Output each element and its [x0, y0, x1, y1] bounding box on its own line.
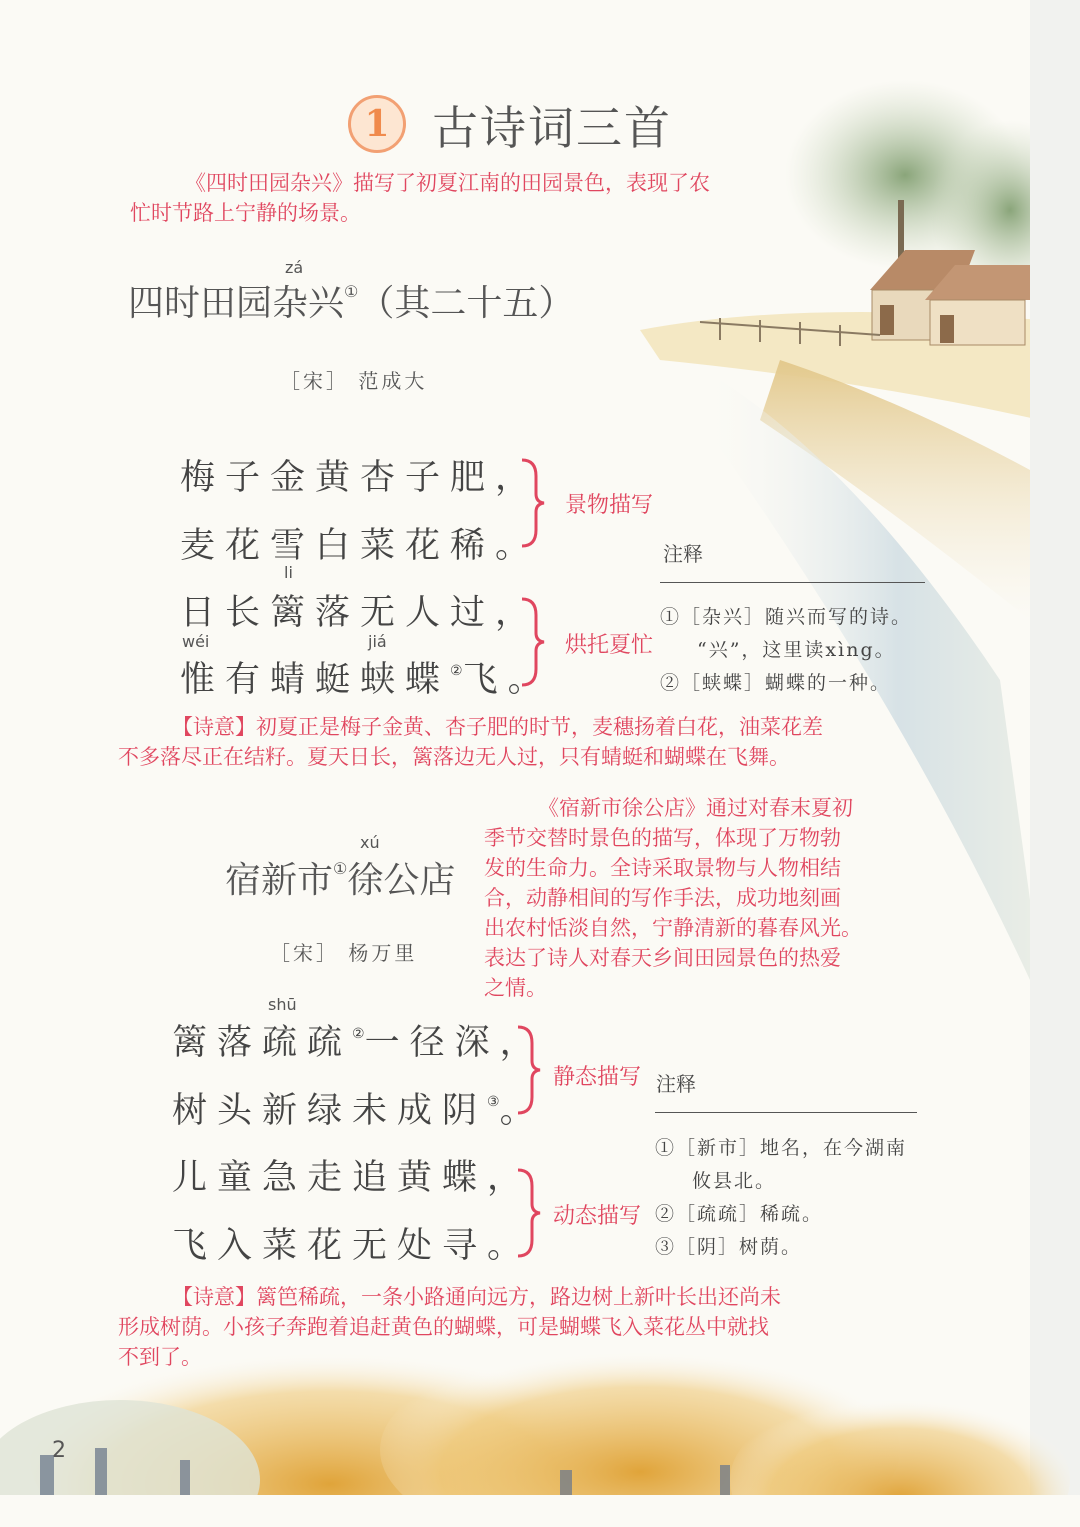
pinyin-wei: wéi: [182, 632, 210, 651]
lesson-title: 古诗词三首: [432, 101, 672, 155]
poem1-verse-2: 麦花雪白菜花稀。: [180, 526, 541, 566]
poem2-intro-line2: 季节交替时景色的描写，体现了万物勃: [484, 826, 841, 850]
poem1-intro-line1: 《四时田园杂兴》描写了初夏江南的田园景色，表现了农: [185, 171, 710, 195]
pinyin-za: zá: [285, 258, 304, 277]
poem2-verse-2: [172, 1083, 545, 1133]
poem2-note-1-line2: 攸县北。: [692, 1170, 777, 1192]
poem2-intro-line3: 发的生命力。全诗采取景物与人物相结: [484, 856, 841, 880]
brace-icon: [518, 458, 548, 548]
poem2-notes-rule: [655, 1112, 917, 1113]
poem2-intro-line6: 表达了诗人对春天乡间田园景色的热爱: [484, 946, 841, 970]
poem1-verse-3: 日长篱落无人过，: [180, 593, 541, 633]
poem1-note-2: ②［蛱蝶］蝴蝶的一种。: [660, 672, 892, 694]
poem2-verse-3: 儿童急走追黄蝶，: [172, 1158, 533, 1198]
poem2-author: ［宋］ 杨万里: [270, 941, 418, 965]
poem2-intro-line5: 出农村恬淡自然，宁静清新的暮春风光。: [484, 916, 862, 940]
poem1-label-scenery: 景物描写: [565, 493, 654, 518]
poem2-verse-1a: 篱落疏疏: [172, 1023, 353, 1063]
poem1-author: ［宋］ 范成大: [280, 369, 428, 393]
poem1-verse-4a: 惟有蜻蜓蛱蝶: [180, 660, 451, 700]
poem2-meaning-line1: 【诗意】篱笆稀疏，一条小路通向远方，路边树上新叶长出还尚未: [172, 1285, 781, 1309]
poem1-label-summer: 烘托夏忙: [565, 633, 654, 658]
poem1-note-1-line1: ①［杂兴］随兴而写的诗。: [660, 606, 913, 628]
poem1-note-1-line2: “兴”，这里读xìng。: [697, 639, 896, 661]
poem1-notes-rule: [660, 582, 925, 583]
brace-icon: [514, 1168, 544, 1258]
lesson-number-badge: 1: [348, 95, 406, 153]
poem2-verse-2a: 树头新绿未成阴: [172, 1091, 488, 1131]
poem2-label-dynamic: 动态描写: [553, 1204, 642, 1229]
poem1-verse-4-note: ②: [450, 663, 463, 679]
poem1-notes-heading: 注释: [663, 542, 703, 566]
poem2-note-3: ③［阴］树荫。: [655, 1236, 803, 1258]
poem1-verse-4: [180, 652, 553, 702]
poem2-verse-1-note: ②: [352, 1026, 365, 1042]
poem2-verse-2-note: ③: [487, 1094, 500, 1110]
poem2-note-2: ②［疏疏］稀疏。: [655, 1203, 824, 1225]
poem2-title: [225, 852, 455, 903]
poem1-meaning-line2: 不多落尽正在结籽。夏天日长，篱落边无人过，只有蜻蜓和蝴蝶在飞舞。: [118, 745, 790, 769]
poem2-intro-line7: 之情。: [484, 976, 547, 1000]
brace-icon: [514, 1025, 544, 1115]
poem2-intro-line4: 合，动静相间的写作手法，成功地刻画: [484, 886, 841, 910]
poem2-label-static: 静态描写: [553, 1065, 642, 1090]
poem1-title: [128, 275, 574, 326]
poem2-title-b: 徐公店: [347, 860, 456, 901]
poem1-title-main: 四时田园杂兴: [128, 283, 345, 324]
poem1-verse-1: 梅子金黄杏子肥，: [180, 458, 541, 498]
poem2-meaning-line3: 不到了。: [118, 1345, 202, 1369]
brace-icon: [518, 597, 548, 687]
poem2-note-1-line1: ①［新市］地名，在今湖南: [655, 1137, 908, 1159]
pinyin-shu: shū: [268, 995, 297, 1014]
poem1-meaning-line1: 【诗意】初夏正是梅子金黄、杏子肥的时节，麦穗扬着白花，油菜花差: [172, 715, 823, 739]
poem2-verse-1b: 一径深，: [364, 1023, 545, 1063]
page-number: 2: [52, 1438, 66, 1463]
poem2-verse-2b: 。: [499, 1091, 545, 1131]
poem1-title-note: ①: [344, 282, 359, 301]
poem2-title-a: 宿新市: [225, 860, 334, 901]
poem2-verse-1: [172, 1015, 545, 1065]
poem2-verse-4: 飞入菜花无处寻。: [172, 1226, 533, 1266]
poem1-verse-4b: 飞。: [462, 660, 553, 700]
poem2-intro-line1: 《宿新市徐公店》通过对春末夏初: [538, 796, 853, 820]
poem2-title-note: ①: [333, 859, 348, 878]
poem1-intro-line2: 忙时节路上宁静的场景。: [130, 201, 361, 225]
poem1-title-sub: （其二十五）: [358, 283, 575, 324]
pinyin-li: li: [284, 563, 293, 582]
poem2-meaning-line2: 形成树荫。小孩子奔跑着追赶黄色的蝴蝶，可是蝴蝶飞入菜花丛中就找: [118, 1315, 769, 1339]
pinyin-jia: jiá: [368, 632, 387, 651]
pinyin-xu: xú: [360, 833, 380, 852]
poem2-notes-heading: 注释: [656, 1072, 696, 1096]
